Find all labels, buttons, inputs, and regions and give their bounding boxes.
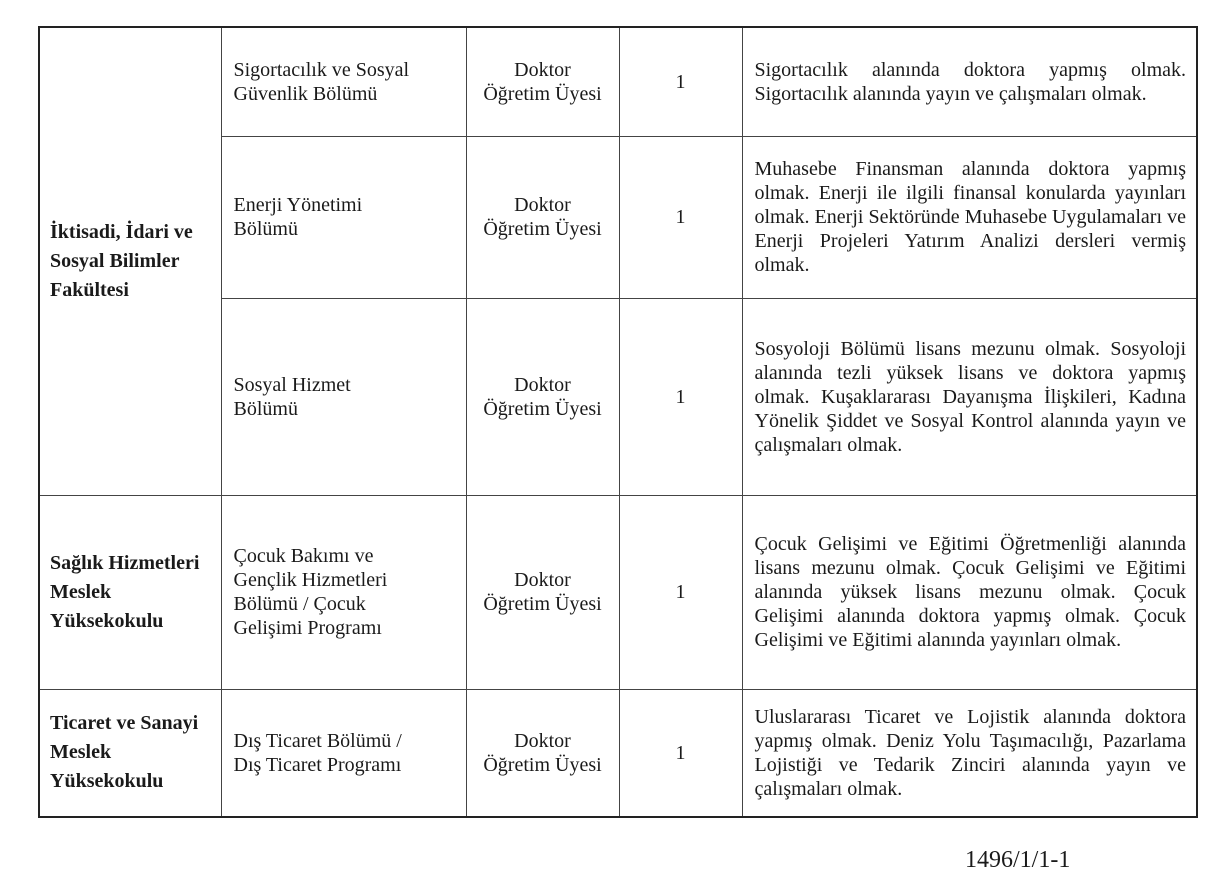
- position-table: [38, 26, 1198, 818]
- title-line: Öğretim Üyesi: [483, 753, 602, 776]
- department-line: Sosyal Hizmet: [233, 373, 351, 396]
- title-line: Öğretim Üyesi: [483, 397, 602, 420]
- count-cell: 1: [619, 27, 742, 136]
- faculty-cell: Ticaret ve Sanayi Meslek Yüksekokulu: [39, 689, 221, 817]
- title-cell: [466, 689, 619, 817]
- department-line: Bölümü: [233, 218, 298, 240]
- count-cell: 1: [619, 495, 742, 689]
- title-line: Öğretim Üyesi: [483, 218, 602, 240]
- department-line: Sigortacılık ve Sosyal: [233, 58, 410, 81]
- title-line: Doktor: [514, 569, 571, 591]
- department-line: Çocuk Bakımı ve: [233, 545, 374, 567]
- department-cell: [221, 27, 466, 136]
- count-cell: 1: [619, 136, 742, 298]
- title-cell: [466, 495, 619, 689]
- department-cell: [221, 298, 466, 495]
- department-line: Dış Ticaret Bölümü /: [233, 729, 402, 752]
- faculty-cell: İktisadi, İdari ve Sosyal Bilimler Fakültesi: [39, 27, 221, 495]
- title-line: Doktor: [514, 729, 571, 752]
- table-row: [39, 689, 1197, 817]
- requirements-cell: Sigortacılık alanında doktora yapmış olmak. Sigortacılık alanında yayın ve çalışmaları olmak.: [742, 27, 1197, 136]
- count-cell: 1: [619, 689, 742, 817]
- department-line: Dış Ticaret Programı: [233, 753, 402, 776]
- requirements-cell: Çocuk Gelişimi ve Eğitimi Öğretmenliği alanında lisans mezunu olmak. Çocuk Gelişimi ve Eğitimi alanında yüksek lisans mezunu olmak. Çocuk Gelişimi alanında doktora yapmış olmak. Çocuk Gelişimi ve Eğitimi alanında yayınları olmak.: [742, 495, 1197, 689]
- department-cell: [221, 495, 466, 689]
- department-line: Güvenlik Bölümü: [233, 82, 378, 105]
- requirements-cell: Muhasebe Finansman alanında doktora yapmış olmak. Enerji ile ilgili finansal konularda yayınları olmak. Enerji Sektöründe Muhasebe Uygulamaları ve Enerji Projeleri Yatırım Analizi dersleri vermiş olmak.: [742, 136, 1197, 298]
- department-cell: [221, 136, 466, 298]
- department-line: Enerji Yönetimi: [233, 194, 363, 216]
- table-row: [39, 495, 1197, 689]
- title-cell: [466, 136, 619, 298]
- table-row: [39, 27, 1197, 136]
- requirements-cell: Uluslararası Ticaret ve Lojistik alanında doktora yapmış olmak. Deniz Yolu Taşımacılığı, Pazarlama Lojistiği ve Tedarik Zinciri alanında yayın ve çalışmaları olmak.: [742, 689, 1197, 817]
- title-line: Öğretim Üyesi: [483, 593, 602, 615]
- document-number: 1496/1/1-1: [965, 847, 1071, 873]
- count-cell: 1: [619, 298, 742, 495]
- title-line: Doktor: [514, 194, 571, 216]
- department-line: Gençlik Hizmetleri: [233, 569, 388, 591]
- requirements-cell: Sosyoloji Bölümü lisans mezunu olmak. Sosyoloji alanında tezli yüksek lisans ve doktora yapmış olmak. Kuşaklararası Dayanışma İlişkileri, Kadına Yönelik Şiddet ve Sosyal Kontrol alanında yayın ve çalışmaları olmak.: [742, 298, 1197, 495]
- title-line: Doktor: [514, 58, 571, 81]
- title-cell: [466, 27, 619, 136]
- title-line: Doktor: [514, 373, 571, 396]
- title-line: Öğretim Üyesi: [483, 82, 602, 105]
- department-line: Gelişimi Programı: [233, 617, 382, 639]
- department-line: Bölümü: [233, 397, 298, 420]
- department-line: Bölümü / Çocuk: [233, 593, 366, 615]
- title-cell: [466, 298, 619, 495]
- department-cell: [221, 689, 466, 817]
- faculty-cell: Sağlık Hizmetleri Meslek Yüksekokulu: [39, 495, 221, 689]
